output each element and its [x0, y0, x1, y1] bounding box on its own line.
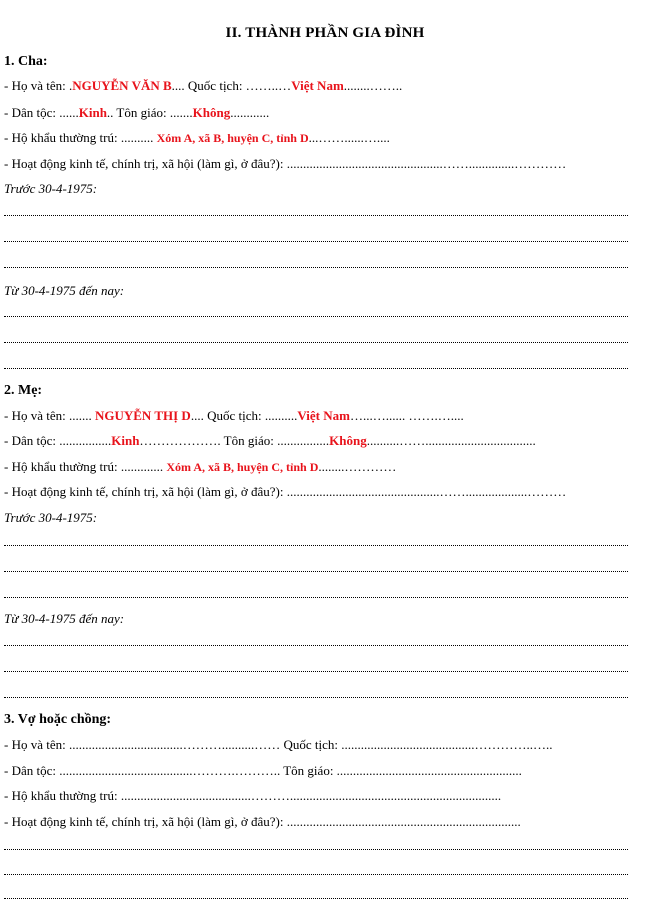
- father-heading: 1. Cha:: [4, 54, 48, 69]
- father-activity-row[interactable]: - Hoạt động kinh tế, chính trị, xã hội (làm gì, ở đâu?): ................................................……..............…………: [4, 156, 567, 171]
- mother-before-1975-label: Trước 30-4-1975:: [4, 510, 98, 525]
- mother-after-line-3[interactable]: [4, 697, 628, 698]
- mother-household-value[interactable]: Xóm A, xã B, huyện C, tỉnh D: [166, 460, 319, 474]
- father-before-line-3[interactable]: [4, 267, 628, 268]
- mother-nationality-value[interactable]: Việt Nam: [297, 408, 350, 423]
- spouse-name-row[interactable]: - Họ và tên: ...................................………..........…… Quốc tịch: .........................................…………..…..: [4, 737, 553, 752]
- mother-name-value[interactable]: NGUYỄN THỊ D: [94, 408, 191, 423]
- father-religion-value[interactable]: Không: [192, 105, 231, 120]
- father-nationality-after: ........……..: [343, 78, 403, 93]
- mother-ethnicity-value[interactable]: Kinh: [111, 433, 140, 448]
- mother-ethnicity-after: ………………. Tôn giáo: ................: [139, 433, 330, 448]
- father-ethnicity-value[interactable]: Kinh: [78, 105, 107, 120]
- mother-household-after: ........…………: [318, 459, 397, 474]
- mother-before-line-2[interactable]: [4, 571, 628, 572]
- father-before-line-1[interactable]: [4, 215, 628, 216]
- mother-name-row: [4, 407, 628, 425]
- father-ethnicity-label: - Dân tộc: ......: [4, 105, 79, 120]
- mother-household-row: [4, 458, 628, 476]
- mother-activity-row[interactable]: - Hoạt động kinh tế, chính trị, xã hội (làm gì, ở đâu?): ...............................................……...................………: [4, 484, 567, 499]
- mother-heading: 2. Mẹ:: [4, 383, 43, 398]
- father-name-after: .... Quốc tịch: ……..…: [171, 78, 292, 93]
- father-household-value[interactable]: Xóm A, xã B, huyện C, tỉnh D: [156, 131, 309, 145]
- father-after-1975-label: Từ 30-4-1975 đến nay:: [4, 283, 125, 298]
- father-before-line-2[interactable]: [4, 241, 628, 242]
- mother-after-line-1[interactable]: [4, 645, 628, 646]
- father-household-label: - Hộ khẩu thường trú: ..........: [4, 130, 157, 145]
- spouse-activity-line-2[interactable]: [4, 874, 628, 875]
- mother-after-line-2[interactable]: [4, 671, 628, 672]
- mother-household-label: - Hộ khẩu thường trú: .............: [4, 459, 167, 474]
- mother-before-line-3[interactable]: [4, 597, 628, 598]
- mother-name-label: - Họ và tên: .......: [4, 408, 95, 423]
- father-after-line-1[interactable]: [4, 316, 628, 317]
- spouse-activity-line-1[interactable]: [4, 849, 628, 850]
- spouse-household-row[interactable]: - Hộ khẩu thường trú: ........................................……….................................................................: [4, 788, 502, 803]
- father-name-row: [4, 77, 628, 95]
- father-after-line-3[interactable]: [4, 368, 628, 369]
- father-before-1975-label: Trước 30-4-1975:: [4, 181, 98, 196]
- father-religion-after: ............: [230, 105, 270, 120]
- father-household-after: ...……......…....: [308, 130, 390, 145]
- mother-religion-value[interactable]: Không: [329, 433, 367, 448]
- father-after-line-2[interactable]: [4, 342, 628, 343]
- father-nationality-value[interactable]: Việt Nam: [291, 78, 344, 93]
- father-name-value[interactable]: NGUYỄN VĂN B: [72, 78, 172, 93]
- mother-ethnicity-label: - Dân tộc: ................: [4, 433, 112, 448]
- father-household-row: [4, 129, 628, 147]
- father-ethnicity-row: [4, 104, 628, 122]
- father-name-label: - Họ và tên: .: [4, 78, 73, 93]
- spouse-activity-line-3[interactable]: [4, 898, 628, 899]
- spouse-heading: 3. Vợ hoặc chồng:: [4, 712, 112, 727]
- mother-after-1975-label: Từ 30-4-1975 đến nay:: [4, 611, 125, 626]
- spouse-activity-row[interactable]: - Hoạt động kinh tế, chính trị, xã hội (làm gì, ở đâu?): ........................................................................: [4, 814, 521, 829]
- mother-ethnicity-row: [4, 432, 628, 450]
- section-title: II. THÀNH PHẦN GIA ĐÌNH: [225, 25, 425, 41]
- mother-name-after: .... Quốc tịch: ..........: [190, 408, 298, 423]
- mother-nationality-after: …...…...... …….…....: [349, 408, 464, 423]
- father-ethnicity-after: .. Tôn giáo: .......: [106, 105, 193, 120]
- mother-before-line-1[interactable]: [4, 545, 628, 546]
- spouse-ethnicity-row[interactable]: - Dân tộc: .........................................……….……….. Tôn giáo: .........................................................: [4, 763, 522, 778]
- mother-religion-after: ..........……..................................: [366, 433, 536, 448]
